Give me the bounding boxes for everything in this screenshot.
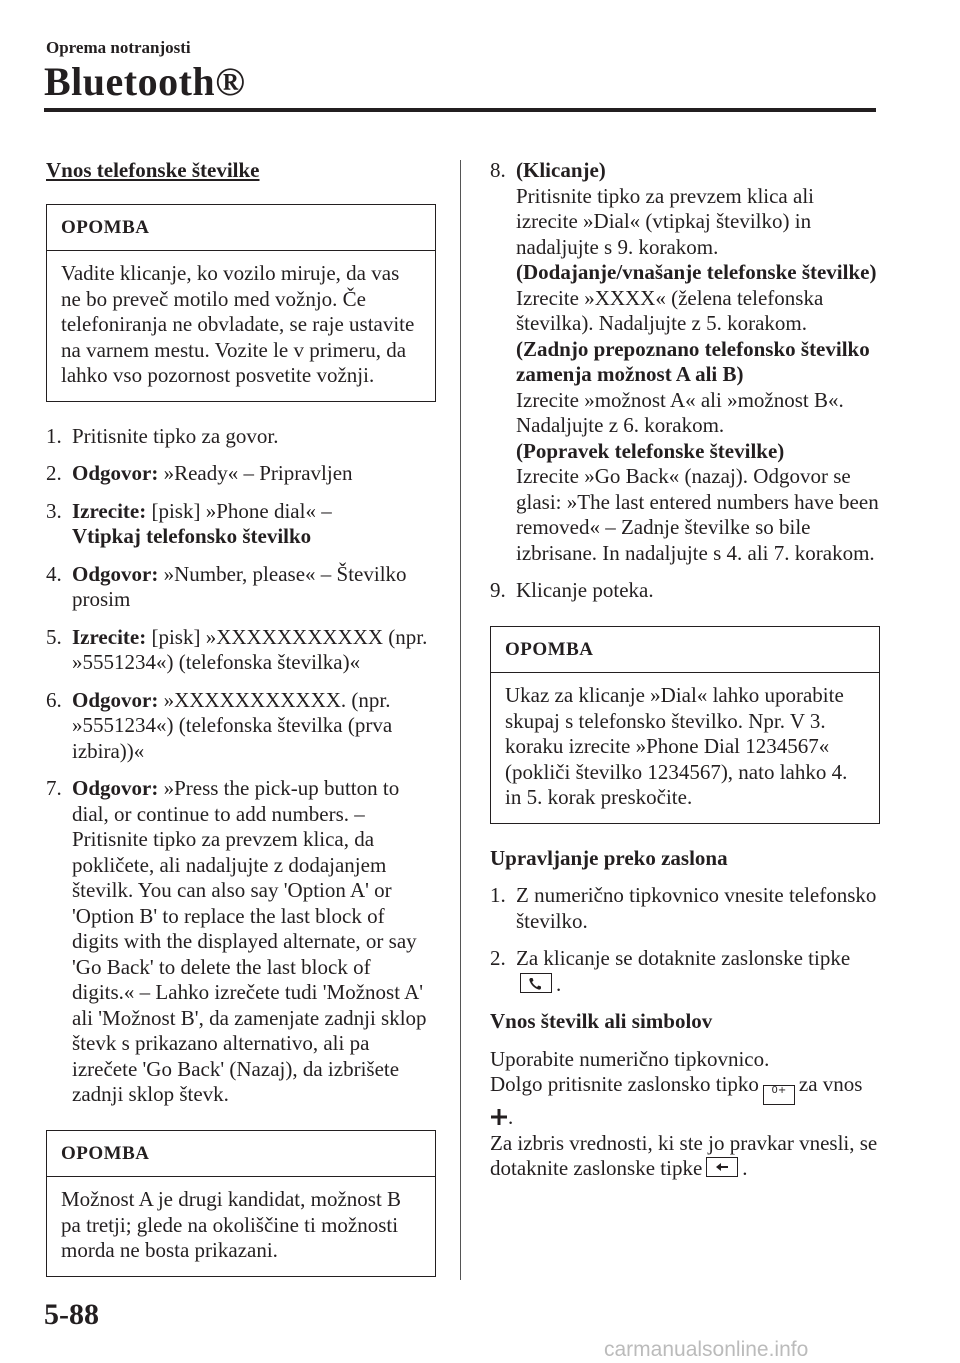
step-number: 2.: [46, 461, 62, 485]
left-column: [46, 158, 436, 1299]
step-text: Izrecite »XXXX« (želena telefonska številka). Nadaljujte z 5. korakom.: [516, 285, 824, 335]
phone-call-key-icon: [520, 973, 552, 993]
column-divider: [460, 160, 461, 1280]
symbols-text: Dolgo pritisnite zaslonsko tipko: [490, 1072, 759, 1096]
step-text: [pisk] »XXXXXXXXXXX (npr. »5551234«) (telefonska številka)«: [72, 624, 428, 674]
step-number: 3.: [46, 498, 62, 523]
step-9: [490, 578, 880, 604]
page-number: 5-88: [44, 1298, 99, 1331]
symbols-line-1: Uporabite numerično tipkovnico.: [490, 1046, 770, 1071]
step-subheading: (Klicanje): [516, 158, 606, 182]
step-number: 7.: [46, 776, 62, 800]
symbols-text: za vnos: [798, 1072, 863, 1096]
symbols-text: .: [742, 1156, 748, 1180]
step-number: 1.: [490, 883, 506, 907]
step-number: 4.: [46, 561, 62, 586]
step-number: 2.: [490, 946, 506, 970]
step-keyword-2: Vtipkaj telefonsko številko: [72, 524, 312, 548]
step-4: [46, 562, 436, 613]
step-text: »Ready« – Pripravljen: [158, 461, 353, 485]
step-1: [46, 424, 436, 450]
step-text: Z numerično tipkovnico vnesite telefonsko številko.: [516, 883, 877, 933]
symbols-line-3: [490, 1131, 880, 1182]
header-rule: [44, 108, 876, 112]
step-text: Klicanje poteka.: [516, 578, 654, 602]
note-box-1: [46, 204, 436, 402]
step-text: [pisk] »Phone dial« –: [146, 498, 332, 523]
note-box-2: [46, 1130, 436, 1277]
section-heading-symbols: Vnos številk ali simbolov: [490, 1009, 713, 1033]
step-2: [46, 461, 436, 487]
step-subheading: (Popravek telefonske številke): [516, 438, 785, 463]
step-number: 8.: [490, 158, 506, 182]
section-heading-phone-entry: Vnos telefonske številke: [46, 158, 260, 182]
note-text: Možnost A je drugi kandidat, možnost B pa tretji; glede na okoliščine ti možnosti morda ne bosta prikazani.: [61, 1187, 402, 1262]
right-column: [490, 158, 880, 1182]
step-text: Pritisnite tipko za prevzem klica ali izrecite »Dial« (vtipkaj številko) in nadaljujte s 9. korakom.: [516, 183, 814, 259]
step-keyword: Izrecite:: [72, 624, 147, 649]
step-keyword: Odgovor:: [72, 687, 159, 712]
step-text: »XXXXXXXXXXX. (npr. »5551234«) (telefonska številka (prva izbira))«: [72, 687, 393, 763]
step-8: [490, 158, 880, 566]
section-heading-screen: Upravljanje preko zaslona: [490, 845, 728, 870]
symbols-text: Za izbris vrednosti, ki ste jo pravkar vnesli, se dotaknite zaslonske tipke: [490, 1130, 878, 1180]
step-number: 9.: [490, 578, 506, 602]
step-keyword: Odgovor:: [72, 561, 159, 586]
plus-icon: [490, 1107, 508, 1125]
note-text: Vadite klicanje, ko vozilo miruje, da vas ne bo preveč motilo med vožnjo. Če telefoniranja ne obvladate, se raje ustavite na varnem mestu. Vozite le v primeru, da lahko vso pozornost posvetite vožnji.: [61, 261, 415, 387]
symbols-line-2: [490, 1072, 880, 1131]
section-label: Oprema notranjosti: [46, 38, 191, 57]
step-text: Izrecite »Go Back« (nazaj). Odgovor se glasi: »The last entered numbers have been removed« – Zadnje številke so bile izbrisane. In nadaljujte s 4. ali 7. korakom.: [516, 464, 879, 565]
step-text-end: .: [556, 971, 562, 996]
step-number: 1.: [46, 423, 62, 448]
screen-step-2: [490, 946, 880, 997]
note-label: OPOMBA: [47, 1131, 435, 1178]
step-3: [46, 499, 436, 550]
zero-plus-key-icon: 0+: [763, 1085, 795, 1105]
step-number: 5.: [46, 624, 62, 649]
symbols-text: .: [508, 1105, 514, 1129]
step-subheading: (Dodajanje/vnašanje telefonske številke): [516, 260, 877, 284]
step-text: »Press the pick-up button to dial, or continue to add numbers. – Pritisnite tipko za prevzem klica, da pokličete, ali nadaljujte z dodajanjem številk. You can also say 'Option A' or 'Option B' to replace the last block of digits with the displayed alternate, or say 'Go Back' to delete the last block of digits.« – Lahko izrečete tudi 'Možnost A' ali 'Možnost B', da zamenjate zadnji sklop števk s prikazano alternativo, ali pa izrečete 'Go Back' (Nazaj), da izbrišete zadnji sklop števk.: [72, 776, 427, 1106]
page-title: Bluetooth®: [44, 59, 246, 104]
step-keyword: Odgovor:: [72, 461, 159, 485]
step-keyword: Izrecite:: [72, 498, 147, 523]
step-5: [46, 625, 436, 676]
symbols-paragraph: [490, 1047, 880, 1182]
watermark: carmanualsonline.info: [604, 1338, 809, 1361]
step-text: »Number, please« – Številko prosim: [72, 561, 407, 611]
step-text: Izrecite »možnost A« ali »možnost B«. Nadaljujte z 6. korakom.: [516, 387, 844, 437]
step-number: 6.: [46, 687, 62, 712]
backspace-key-icon: [706, 1157, 738, 1177]
step-subheading: (Zadnjo prepoznano telefonsko številko zamenja možnost A ali B): [516, 336, 870, 386]
step-text: Za klicanje se dotaknite zaslonske tipke: [516, 946, 851, 970]
note-label: OPOMBA: [491, 627, 879, 674]
note-box-3: [490, 626, 880, 824]
step-7: [46, 776, 436, 1108]
step-6: [46, 688, 436, 765]
step-text: Pritisnite tipko za govor.: [72, 423, 279, 448]
note-text: Ukaz za klicanje »Dial« lahko uporabite skupaj s telefonsko številko. Npr. V 3. koraku izrecite »Phone Dial 1234567« (pokliči številko 1234567), nato lahko 4. in 5. korak preskočite.: [505, 683, 848, 809]
screen-step-1: [490, 883, 880, 934]
note-label: OPOMBA: [47, 205, 435, 252]
step-keyword: Odgovor:: [72, 776, 159, 800]
